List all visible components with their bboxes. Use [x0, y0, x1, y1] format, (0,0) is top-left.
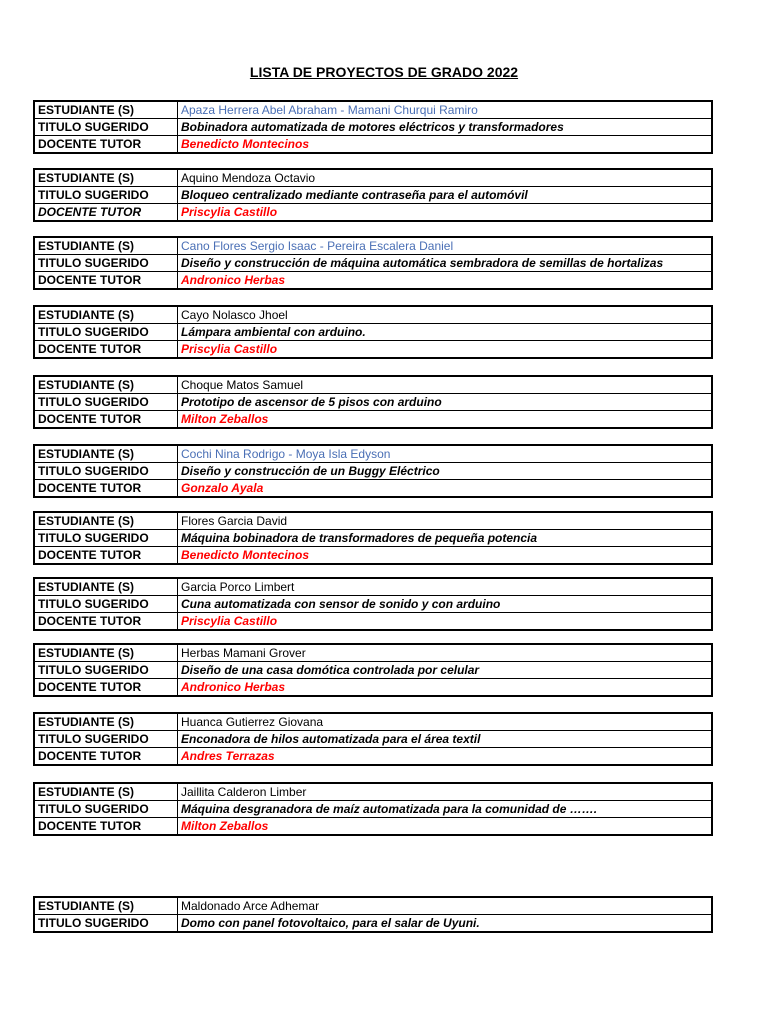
tutor-label: DOCENTE TUTOR: [34, 748, 178, 766]
project-title: Diseño y construcción de un Buggy Eléctrico: [178, 463, 713, 480]
project-title: Prototipo de ascensor de 5 pisos con arduino: [178, 394, 713, 411]
student-label: ESTUDIANTE (S): [34, 897, 178, 915]
project-title: Enconadora de hilos automatizada para el área textil: [178, 731, 713, 748]
project-title: Cuna automatizada con sensor de sonido y con arduino: [178, 596, 713, 613]
tutor-name: Benedicto Montecinos: [178, 547, 713, 565]
tutor-label: DOCENTE TUTOR: [34, 272, 178, 290]
student-label: ESTUDIANTE (S): [34, 783, 178, 801]
project-title: Diseño de una casa domótica controlada por celular: [178, 662, 713, 679]
title-label: TITULO SUGERIDO: [34, 801, 178, 818]
project-title: Lámpara ambiental con arduino.: [178, 324, 713, 341]
student-names: Choque Matos Samuel: [178, 376, 713, 394]
project-table: [33, 305, 713, 359]
student-names: Garcia Porco Limbert: [178, 578, 713, 596]
student-names: Cano Flores Sergio Isaac - Pereira Escalera Daniel: [178, 237, 713, 255]
tutor-label: DOCENTE TUTOR: [34, 613, 178, 631]
tutor-label: DOCENTE TUTOR: [34, 547, 178, 565]
project-table: [33, 100, 713, 154]
project-table: [33, 782, 713, 836]
student-label: ESTUDIANTE (S): [34, 376, 178, 394]
tutor-label: DOCENTE TUTOR: [34, 136, 178, 154]
tutor-name: Andronico Herbas: [178, 272, 713, 290]
student-names: Aquino Mendoza Octavio: [178, 169, 713, 187]
title-label: TITULO SUGERIDO: [34, 915, 178, 933]
title-label: TITULO SUGERIDO: [34, 731, 178, 748]
project-title: Bloqueo centralizado mediante contraseña para el automóvil: [178, 187, 713, 204]
student-names: Jaillita Calderon Limber: [178, 783, 713, 801]
tutor-name: Milton Zeballos: [178, 818, 713, 836]
tutor-label: DOCENTE TUTOR: [34, 411, 178, 429]
tutor-name: Gonzalo Ayala: [178, 480, 713, 498]
title-label: TITULO SUGERIDO: [34, 394, 178, 411]
project-table: [33, 643, 713, 697]
title-label: TITULO SUGERIDO: [34, 596, 178, 613]
title-label: TITULO SUGERIDO: [34, 662, 178, 679]
project-title: Bobinadora automatizada de motores eléctricos y transformadores: [178, 119, 713, 136]
student-names: Huanca Gutierrez Giovana: [178, 713, 713, 731]
student-label: ESTUDIANTE (S): [34, 169, 178, 187]
project-title: Máquina desgranadora de maíz automatizada para la comunidad de …….: [178, 801, 713, 818]
page-title: LISTA DE PROYECTOS DE GRADO 2022: [249, 64, 519, 80]
tutor-name: Priscylia Castillo: [178, 613, 713, 631]
project-title: Máquina bobinadora de transformadores de pequeña potencia: [178, 530, 713, 547]
project-table: [33, 236, 713, 290]
tutor-label: DOCENTE TUTOR: [34, 679, 178, 697]
tutor-name: Priscylia Castillo: [178, 204, 713, 222]
tutor-name: Benedicto Montecinos: [178, 136, 713, 154]
student-label: ESTUDIANTE (S): [34, 713, 178, 731]
student-label: ESTUDIANTE (S): [34, 644, 178, 662]
student-names: Apaza Herrera Abel Abraham - Mamani Churqui Ramiro: [178, 101, 713, 119]
project-title: Domo con panel fotovoltaico, para el salar de Uyuni.: [178, 915, 713, 933]
student-label: ESTUDIANTE (S): [34, 512, 178, 530]
student-label: ESTUDIANTE (S): [34, 237, 178, 255]
tutor-label: DOCENTE TUTOR: [34, 480, 178, 498]
student-label: ESTUDIANTE (S): [34, 445, 178, 463]
student-names: Herbas Mamani Grover: [178, 644, 713, 662]
title-label: TITULO SUGERIDO: [34, 119, 178, 136]
student-label: ESTUDIANTE (S): [34, 101, 178, 119]
project-table: [33, 896, 713, 933]
project-table: [33, 511, 713, 565]
title-label: TITULO SUGERIDO: [34, 255, 178, 272]
project-table: [33, 444, 713, 498]
project-title: Diseño y construcción de máquina automática sembradora de semillas de hortalizas: [178, 255, 713, 272]
tutor-label: DOCENTE TUTOR: [34, 204, 178, 222]
student-label: ESTUDIANTE (S): [34, 306, 178, 324]
tutor-label: DOCENTE TUTOR: [34, 341, 178, 359]
tutor-name: Andronico Herbas: [178, 679, 713, 697]
student-label: ESTUDIANTE (S): [34, 578, 178, 596]
tutor-name: Andres Terrazas: [178, 748, 713, 766]
tutor-label: DOCENTE TUTOR: [34, 818, 178, 836]
project-table: [33, 168, 713, 222]
student-names: Cayo Nolasco Jhoel: [178, 306, 713, 324]
student-names: Maldonado Arce Adhemar: [178, 897, 713, 915]
title-label: TITULO SUGERIDO: [34, 463, 178, 480]
tutor-name: Priscylia Castillo: [178, 341, 713, 359]
project-table: [33, 577, 713, 631]
title-label: TITULO SUGERIDO: [34, 530, 178, 547]
student-names: Cochi Nina Rodrigo - Moya Isla Edyson: [178, 445, 713, 463]
tutor-name: Milton Zeballos: [178, 411, 713, 429]
project-table: [33, 712, 713, 766]
project-table: [33, 375, 713, 429]
title-label: TITULO SUGERIDO: [34, 324, 178, 341]
student-names: Flores Garcia David: [178, 512, 713, 530]
title-label: TITULO SUGERIDO: [34, 187, 178, 204]
